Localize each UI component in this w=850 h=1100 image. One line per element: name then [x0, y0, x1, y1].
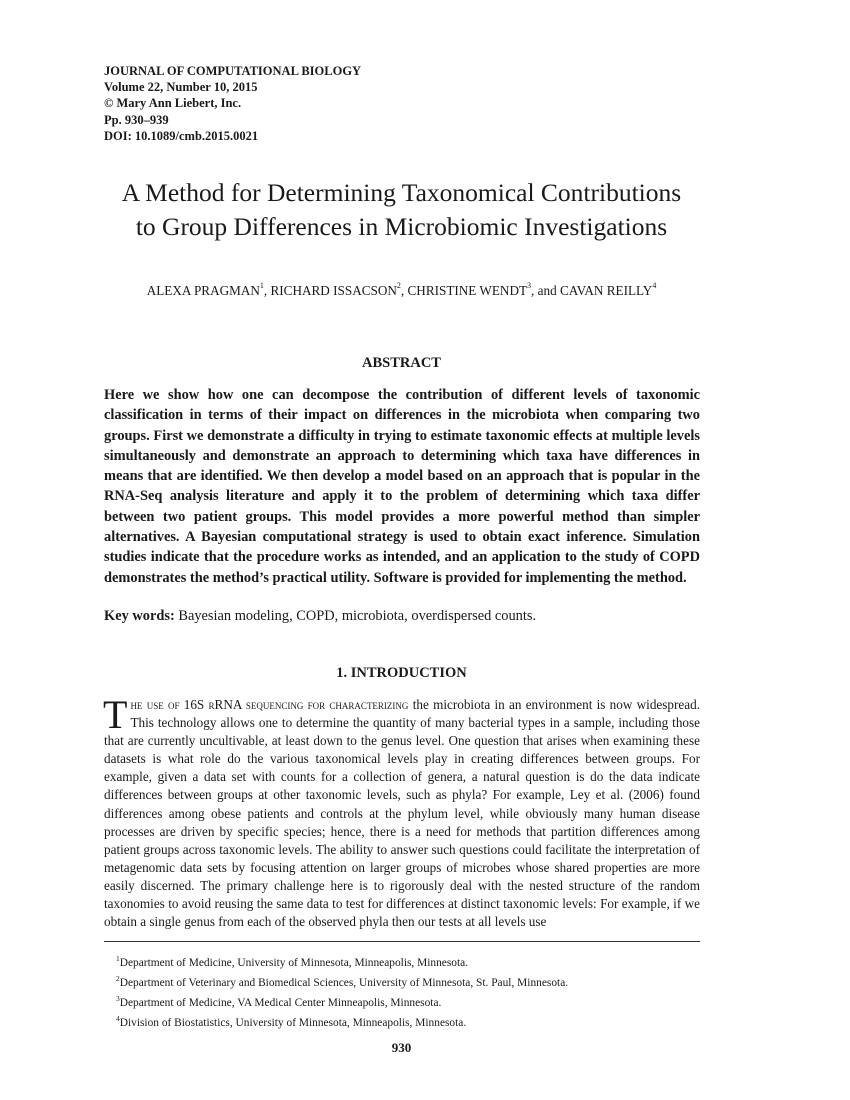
- footnote: [116, 951, 568, 971]
- keywords-label: Key words:: [104, 608, 175, 624]
- footnote-mark: 1: [116, 954, 120, 963]
- keywords-text: Bayesian modeling, COPD, microbiota, overdispersed counts.: [178, 608, 537, 624]
- section-heading-introduction: 1. INTRODUCTION: [336, 665, 467, 681]
- introduction-paragraph: [103, 692, 700, 931]
- introduction-lead-in: he use of 16S rRNA sequencing for characterizing: [130, 697, 409, 712]
- footnote-mark: 4: [116, 1014, 120, 1023]
- author-name: CAVAN REILLY: [559, 283, 653, 298]
- abstract-heading: ABSTRACT: [362, 355, 441, 371]
- author-separator: ,: [400, 283, 408, 298]
- author-separator: ,: [263, 283, 271, 298]
- author-list: [60, 281, 743, 299]
- title-line-2: to Group Differences in Microbiomic Investigations: [135, 211, 668, 241]
- footnote-text: Division of Biostatistics, University of Minnesota, Minneapolis, Minnesota.: [119, 1017, 467, 1029]
- journal-header: [104, 63, 361, 144]
- journal-name: JOURNAL OF COMPUTATIONAL BIOLOGY: [104, 64, 362, 78]
- footnotes: [116, 951, 568, 1031]
- footnote-mark: 2: [116, 974, 120, 983]
- author-separator: , and: [531, 283, 560, 298]
- footnote-divider: [104, 941, 700, 942]
- footnote: [116, 991, 568, 1011]
- footnote-text: Department of Medicine, VA Medical Center Minneapolis, Minnesota.: [119, 997, 442, 1009]
- journal-volume: Volume 22, Number 10, 2015: [104, 80, 258, 95]
- keywords: [104, 606, 700, 626]
- author-affiliation-mark: 4: [652, 281, 657, 290]
- page-number: 930: [391, 1040, 412, 1055]
- drop-cap: T: [103, 692, 128, 737]
- introduction-text: the microbiota in an environment is now widespread. This technology allows one to determine the quantity of many bacterial types in a sample, including those that are currently uncultivable, at least down to the genus level. One question that arises when examining these datasets is what role do the various taxonomical levels play in creating differences between groups. For example, given a data set with counts for a collection of genera, a natural question is do the data indicate differences between groups at other taxonomic levels, such as phyla? For example, Ley et al. (2006) found differences among obese patients and controls at the phylum level, while obviously many human disease processes are driven by specific species; hence, there is a need for methods that partition differences among patient groups across taxonomic levels. The ability to answer such questions could facilitate the interpretation of metagenomic data sets by focusing attention on larger groups of microbes whose shared properties are more easily discerned. The primary challenge here is to rigorously deal with the nested structure of the random taxonomies to avoid reusing the same data to test for differences at distinct taxonomic levels: For example, if we obtain a single genus from each of the observed phyla then our tests at all levels use: [104, 697, 700, 930]
- journal-copyright: © Mary Ann Liebert, Inc.: [104, 96, 242, 111]
- footnote-text: Department of Veterinary and Biomedical Sciences, University of Minnesota, St. Paul, Minnesota.: [119, 977, 569, 989]
- footnote: [116, 1011, 568, 1031]
- author-affiliation-mark: 1: [259, 281, 264, 290]
- footnote: [116, 971, 568, 991]
- abstract-text: Here we show how one can decompose the contribution of different levels of taxonomic classification in terms of their impact on differences in the microbiota when comparing two groups. First we demonstrate a difficulty in trying to estimate taxonomic effects at multiple levels simultaneously and demonstrate an approach to determining which taxa have differences in means that are identified. We then develop a model based on an approach that is popular in the RNA-Seq analysis literature and apply it to the problem of determining which taxa differ between two patient groups. This model provides a more powerful method than simpler alternatives. A Bayesian computational strategy is used to obtain exact inference. Simulation studies indicate that the procedure works as intended, and an application to the study of COPD demonstrates the method’s practical utility. Software is provided for implementing the method.: [104, 387, 700, 586]
- author-name: RICHARD ISSACSON: [270, 283, 397, 298]
- author-name: ALEXA PRAGMAN: [146, 283, 260, 298]
- journal-doi: DOI: 10.1089/cmb.2015.0021: [104, 128, 259, 143]
- author-affiliation-mark: 3: [527, 281, 532, 290]
- footnote-text: Department of Medicine, University of Minnesota, Minneapolis, Minnesota.: [119, 957, 469, 969]
- author-affiliation-mark: 2: [396, 281, 401, 290]
- title-line-1: A Method for Determining Taxonomical Contributions: [121, 178, 682, 207]
- footnote-mark: 3: [116, 994, 120, 1003]
- journal-pages: Pp. 930–939: [104, 112, 169, 127]
- author-name: CHRISTINE WENDT: [407, 283, 528, 298]
- paper-title: [60, 176, 743, 243]
